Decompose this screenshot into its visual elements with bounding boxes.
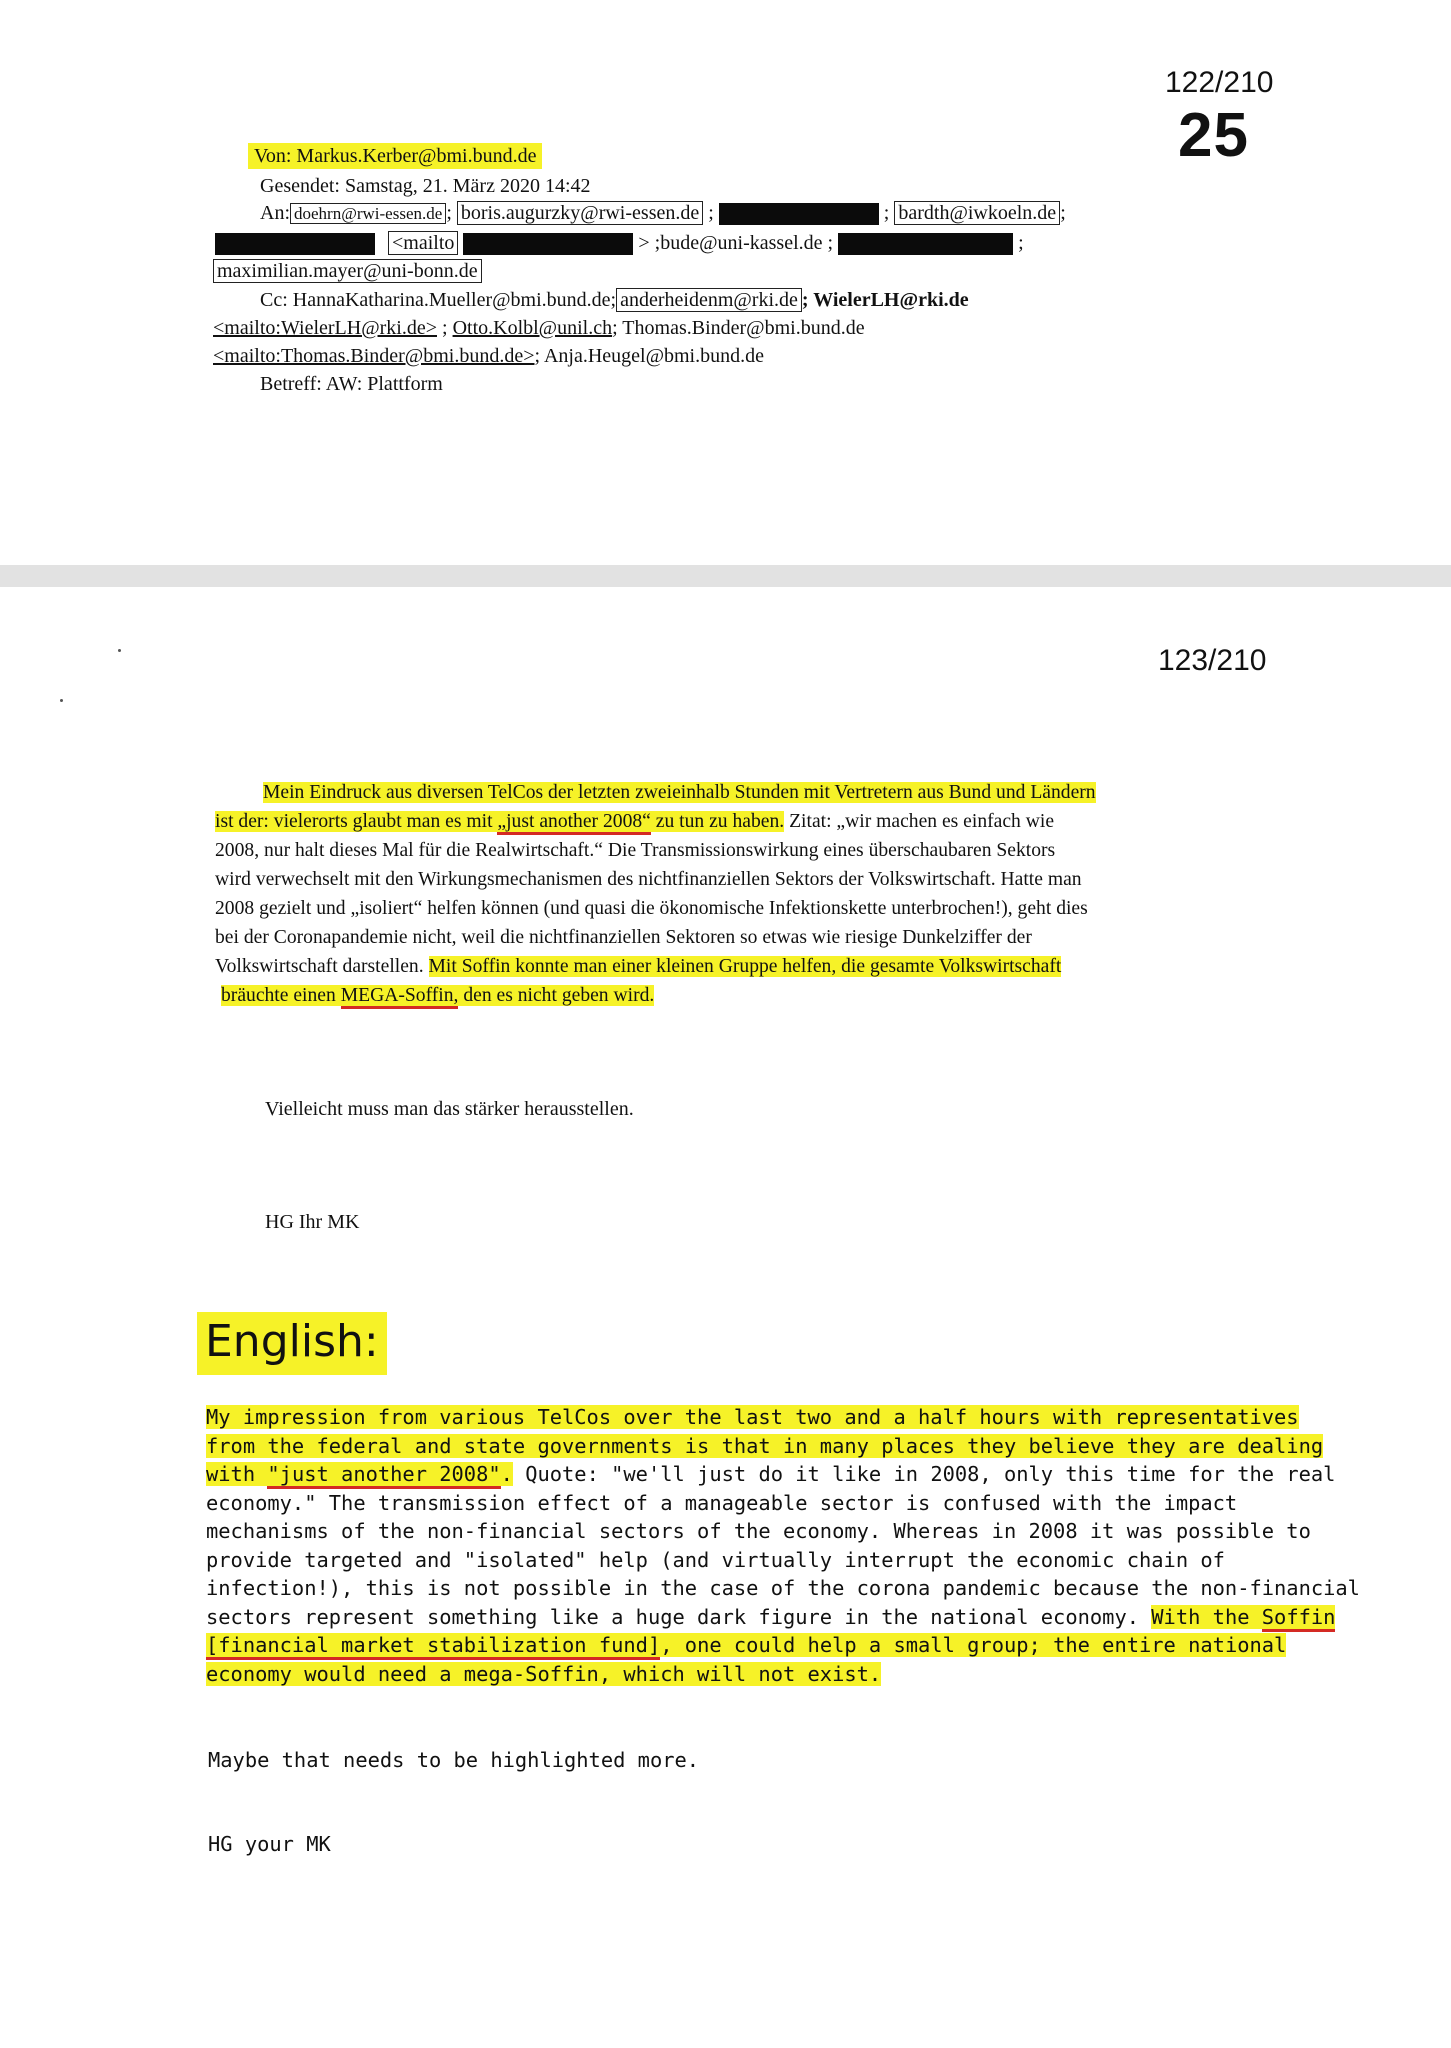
page-number: 123/210 <box>1158 644 1267 677</box>
email-cc-line-1: Cc: HannaKatharina.Mueller@bmi.bund.de; anderheidenm@rki.de ; WielerLH@rki.de <box>260 289 969 311</box>
german-paragraph: Mein Eindruck aus diversen TelCos der letzten zweieinhalb Stunden mit Vertretern aus Bund und Ländern ist der: vielerorts glaubt man es mit „just another 2008“ zu tun zu haben. Zitat: „wir machen es einfach wie 2008, nur halt dieses Mal für die Realwirtschaft.“ Die Transmissionswirkung eines überschaubaren Sektors wird verwechselt mit den Wirkungsmechanismen des nichtfinanziellen Sektors der Volkswirtschaft. Hatte man 2008 gezielt und „isoliert“ helfen können (und quasi die ökonomische Infektionskette unterbrochen!), geht dies bei der Coronapandemie nicht, weil die nichtfinanziellen Sektoren so etwas wie riesige Dunkelziffer der Volkswirtschaft darstellen. Mit Soffin konnte man einer kleinen Gruppe helfen, die gesamte Volkswirtschaft bräuchte einen MEGA-Soffin, den es nicht geben wird. <box>215 778 1275 1010</box>
page-number: 122/210 <box>1165 66 1274 99</box>
english-paragraph: My impression from various TelCos over the last two and a half hours with representatives from the federal and state governments is that in many places they believe they are dealing with "just another 2008". Quote: "we'll just do it like in 2008, only this time for the real economy." The transmission effect of a manageable sector is confused with the impact mechanisms of the non-financial sectors of the economy. Whereas in 2008 it was possible to provide targeted and "isolated" help (and virtually interrupt the economic chain of infection!), this is not possible in the case of the corona pandemic because the non-financial sectors represent something like a huge dark figure in the national economy. With the Soffin [financial market stabilization fund], one could help a small group; the entire national economy would need a mega-Soffin, which will not exist. <box>206 1405 1360 1686</box>
email-sent: Gesendet: Samstag, 21. März 2020 14:42 <box>260 175 591 197</box>
email-cc-line-3: <mailto:Thomas.Binder@bmi.bund.de>; Anja.Heugel@bmi.bund.de <box>213 345 764 367</box>
english-signature: HG your MK <box>208 1832 331 1856</box>
email-subject: Betreff: AW: Plattform <box>260 373 443 395</box>
email-to-line-3: maximilian.mayer@uni-bonn.de <box>213 257 482 285</box>
redacted-block <box>719 203 879 225</box>
redacted-block <box>215 233 375 255</box>
email-to-line-1: An: doehrn@rwi-essen.de ; boris.augurzky@rwi-essen.de ; ; bardth@iwkoeln.de ; <box>260 202 1066 224</box>
scan-speck <box>118 649 121 652</box>
to-recipient-2: boris.augurzky@rwi-essen.de <box>457 201 703 225</box>
german-signature: HG Ihr MK <box>265 1211 360 1233</box>
english-closing-remark: Maybe that needs to be highlighted more. <box>208 1748 700 1772</box>
redacted-block <box>463 233 633 255</box>
email-from: Von: Markus.Kerber@bmi.bund.de <box>248 142 542 170</box>
to-recipient-1: doehrn@rwi-essen.de <box>290 203 446 224</box>
german-closing-remark: Vielleicht muss man das stärker herausstellen. <box>265 1098 634 1120</box>
document-number: 25 <box>1178 101 1249 170</box>
page-separator <box>0 565 1451 587</box>
redacted-block <box>838 233 1013 255</box>
page-123 <box>0 587 1451 2048</box>
email-cc-line-2: <mailto:WielerLH@rki.de> ; Otto.Kolbl@unil.ch; Thomas.Binder@bmi.bund.de <box>213 317 865 339</box>
to-recipient-3: bardth@iwkoeln.de <box>894 201 1060 225</box>
scan-speck <box>60 699 63 702</box>
english-heading: English: <box>197 1312 387 1375</box>
page-122 <box>0 0 1451 565</box>
email-to-line-2: <mailto > ;bude@uni-kassel.de ; ; <box>215 229 1024 257</box>
